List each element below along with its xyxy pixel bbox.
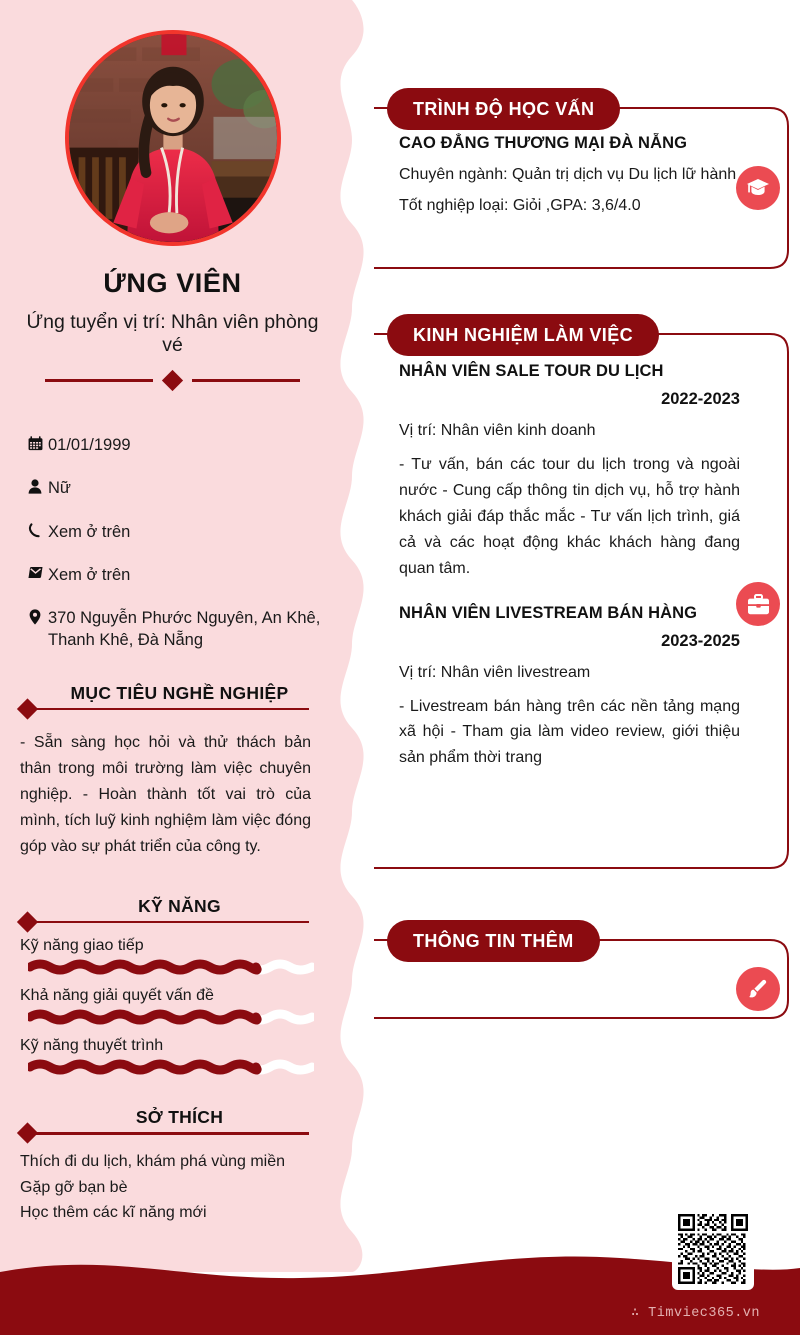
job-years: 2022-2023 <box>661 390 740 408</box>
skill-item <box>20 937 325 975</box>
job-position: Vị trí: Nhân viên kinh doanh <box>399 422 596 439</box>
photo-illustration <box>69 34 277 242</box>
briefcase-icon <box>736 582 780 626</box>
hobby-item: Học thêm các kĩ năng mới <box>20 1204 207 1222</box>
divider-line-right <box>192 379 300 382</box>
skills-heading-label: KỸ NĂNG <box>138 895 221 916</box>
skill-item <box>20 1037 325 1075</box>
skill-label: Kỹ năng giao tiếp <box>20 937 144 955</box>
divider-line-left <box>45 379 153 382</box>
job-years: 2023-2025 <box>661 631 740 650</box>
contact-item-phone <box>22 521 325 543</box>
job-duties: - Tư vấn, bán các tour du lịch trong và ngoài nước - Cung cấp thông tin dịch vụ, hỗ trợ hành khách giải đáp thắc mắc - Tư vấn lịch trình, giá cả và các hoạt động khác khách hàng đang quan tâm. <box>399 456 740 577</box>
main-content <box>374 0 800 1335</box>
experience-job <box>399 604 740 772</box>
skills-heading <box>20 886 325 924</box>
education-major: Chuyên ngành: Quản trị dịch vụ Du lịch lữ hành <box>399 166 737 183</box>
candidate-role: Ứng tuyển vị trí: Nhân viên phòng vé <box>26 311 319 356</box>
skills-list <box>20 937 325 1075</box>
skill-label: Kỹ năng thuyết trình <box>20 1037 164 1055</box>
education-badge: TRÌNH ĐỘ HỌC VẤN <box>387 88 620 130</box>
skill-level-bar <box>28 1059 314 1075</box>
job-duties: - Livestream bán hàng trên các nền tảng mạng xã hội - Tham gia làm video review, giới thiệu sản phẩm thời trang <box>399 697 740 767</box>
graduation-cap-icon <box>736 166 780 210</box>
contact-value: 01/01/1999 <box>48 436 131 454</box>
contact-list <box>20 434 325 652</box>
objective-heading-rule <box>31 708 309 711</box>
envelope-icon <box>22 564 48 579</box>
objective-heading <box>20 673 325 711</box>
hobby-item: Thích đi du lịch, khám phá vùng miền <box>20 1152 286 1170</box>
hobbies-list <box>20 1149 325 1227</box>
contact-item-birthdate <box>22 434 325 456</box>
hobbies-heading-label: SỞ THÍCH <box>135 1107 224 1128</box>
job-title: NHÂN VIÊN SALE TOUR DU LỊCH <box>399 362 664 380</box>
candidate-name: ỨNG VIÊN <box>103 268 242 298</box>
calendar-icon <box>22 434 48 451</box>
education-school: CAO ĐẲNG THƯƠNG MẠI ĐÀ NẴNG <box>399 134 688 152</box>
skill-level-bar <box>28 959 314 975</box>
contact-value: Nữ <box>48 479 71 498</box>
objective-heading-label: MỤC TIÊU NGHỀ NGHIỆP <box>70 682 289 703</box>
hobby-item: Gặp gỡ bạn bè <box>20 1178 128 1196</box>
contact-item-gender <box>22 477 325 499</box>
contact-value: Xem ở trên <box>48 565 131 584</box>
skill-level-bar <box>28 1009 314 1025</box>
phone-icon <box>22 521 48 538</box>
skill-label: Khả năng giải quyết vấn đề <box>20 987 214 1005</box>
experience-job <box>399 362 740 582</box>
job-title: NHÂN VIÊN LIVESTREAM BÁN HÀNG <box>399 603 698 622</box>
education-result: Tốt nghiệp loại: Giỏi ,GPA: 3,6/4.0 <box>399 197 641 214</box>
candidate-photo <box>65 30 281 246</box>
contact-item-email <box>22 564 325 586</box>
job-position: Vị trí: Nhân viên livestream <box>399 663 591 681</box>
divider-diamond <box>162 370 183 391</box>
experience-card <box>374 314 792 870</box>
hobbies-heading <box>20 1097 325 1135</box>
contact-value: Xem ở trên <box>48 522 131 541</box>
qr-code[interactable] <box>672 1208 754 1290</box>
contact-value: 370 Nguyễn Phước Nguyên, An Khê, Thanh Khê, Đà Nẵng <box>48 609 321 650</box>
paintbrush-icon <box>736 967 780 1011</box>
qr-code-image <box>678 1214 748 1284</box>
location-pin-icon <box>22 607 48 625</box>
brand-watermark: ∴ Timviec365.vn <box>630 1306 760 1321</box>
hobbies-heading-rule <box>31 1132 309 1135</box>
additional-badge: THÔNG TIN THÊM <box>387 920 600 962</box>
skills-heading-rule <box>31 921 309 924</box>
person-icon <box>22 477 48 494</box>
skill-item <box>20 987 325 1025</box>
contact-item-address <box>22 607 325 652</box>
experience-badge: KINH NGHIỆM LÀM VIỆC <box>387 314 659 356</box>
additional-info-card <box>374 920 792 1020</box>
objective-body: - Sẵn sàng học hỏi và thử thách bản thân trong môi trường làm việc chuyên nghiệp. - Hoàn thành tốt vai trò của mình, tích luỹ kinh nghiệm làm việc đóng góp vào sự phát triển của công ty. <box>20 734 311 855</box>
name-divider <box>20 373 325 388</box>
education-card <box>374 88 792 270</box>
sidebar <box>0 0 378 1272</box>
